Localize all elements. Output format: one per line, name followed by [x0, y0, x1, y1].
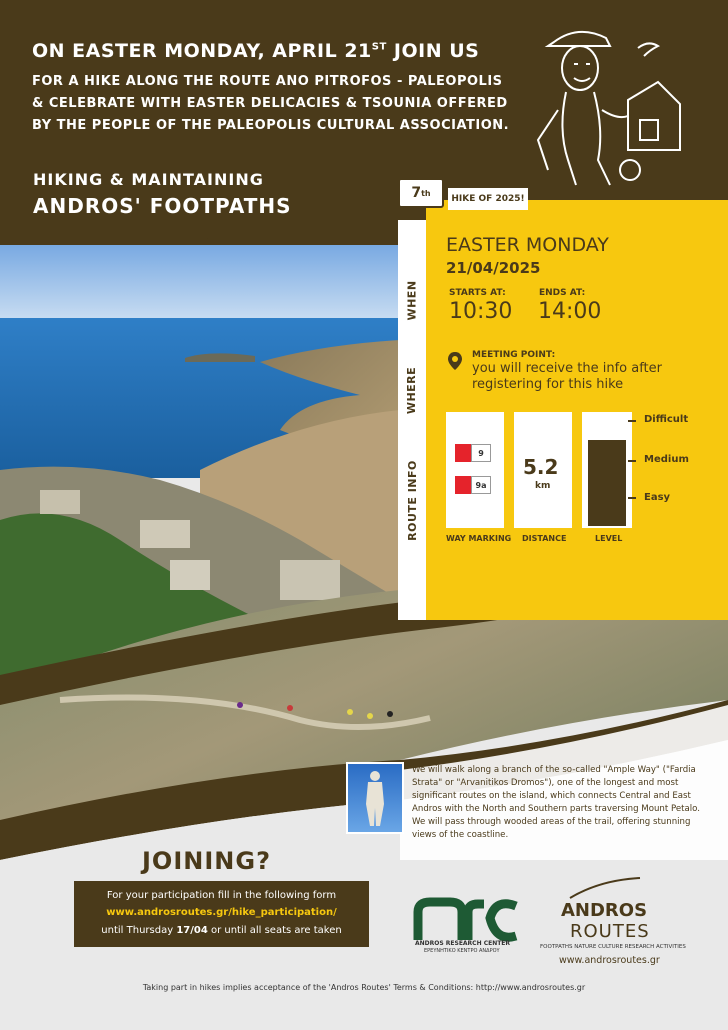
side-label-route-info: ROUTE INFO [405, 459, 419, 541]
level-tick [628, 497, 636, 499]
level-difficult-label: Difficult [644, 414, 689, 425]
end-time-value: 14:00 [538, 299, 602, 324]
headline: ON EASTER MONDAY, APRIL 21ST JOIN US [32, 40, 480, 62]
headline-line-3: & CELEBRATE WITH EASTER DELICACIES & TSOUNIA OFFERED [32, 96, 508, 111]
andros-routes-tagline: FOOTPATHS NATURE CULTURE RESEARCH ACTIVITIES [540, 944, 686, 950]
hiker-illustration [518, 20, 688, 195]
way-marking-caption: WAY MARKING [446, 534, 512, 543]
side-label-where: WHERE [405, 366, 419, 414]
distance-value: 5.2 [523, 455, 559, 479]
red-marker-icon [455, 476, 471, 494]
statue-thumbnail [346, 762, 404, 834]
participation-form-link[interactable]: www.androsroutes.gr/hike_participation/ [106, 907, 337, 918]
rock [140, 520, 190, 548]
terms-footer: Taking part in hikes implies acceptance of the 'Andros Routes' Terms & Conditions: http://www.androsroutes.gr [142, 983, 586, 992]
way-marking-card [446, 412, 504, 528]
distance-unit: km [535, 481, 551, 491]
red-marker-icon [455, 444, 471, 462]
way-marking-number: 9 [471, 444, 491, 462]
andros-routes-website-link[interactable]: www.androsroutes.gr [559, 955, 660, 966]
arc-logo-name: ANDROS RESEARCH CENTER [415, 940, 511, 947]
way-marking-sign-1 [455, 444, 491, 462]
level-tick [628, 420, 636, 422]
andros-routes-logo-line-2: ROUTES [570, 921, 650, 942]
hiking-title-line-2: ANDROS' FOOTPATHS [33, 194, 292, 218]
way-marking-sign-2 [455, 476, 491, 494]
end-time-label: ENDS AT: [539, 288, 586, 298]
rock [40, 490, 80, 514]
side-label-strip [398, 220, 426, 620]
difficulty-level-bar [588, 440, 626, 526]
start-time-value: 10:30 [449, 299, 513, 324]
level-medium-label: Medium [644, 454, 689, 465]
arc-logo-name-greek: ΕΡΕΥΝΗΤΙΚΟ ΚΕΝΤΡΟ ΑΝΔΡΟΥ [424, 948, 500, 954]
location-pin-icon [448, 352, 462, 370]
event-date: 21/04/2025 [446, 259, 541, 277]
level-caption: LEVEL [595, 534, 623, 543]
hike-of-year-badge: HIKE OF 2025! [448, 188, 528, 210]
side-label-when: WHEN [405, 279, 419, 321]
andros-routes-logo-line-1: ANDROS [561, 900, 648, 921]
headline-line-4: BY THE PEOPLE OF THE PALEOPOLIS CULTURAL ASSOCIATION. [32, 118, 510, 133]
meeting-point-label: MEETING POINT: [472, 350, 556, 360]
meeting-point-value: you will receive the info after registering for this hike [472, 361, 662, 392]
rock [280, 560, 340, 600]
hike-number-badge: 7 th [398, 178, 444, 208]
rock [170, 560, 210, 590]
statue-icon [348, 764, 402, 832]
event-title: EASTER MONDAY [446, 234, 609, 256]
start-time-label: STARTS AT: [449, 288, 506, 298]
headline-line-2: FOR A HIKE ALONG THE ROUTE ANO PITROFOS - PALEOPOLIS [32, 74, 503, 89]
route-description: We will walk along a branch of the so-called "Ample Way" ("Fardia Strata" or "Arvanitikos Dromos"), one of the longest and most significant routes on the island, which connects Central and East Andros with the North and Southern parts traversing Mount Petalo. We will pass through wooded areas of the trail, offering stunning views of the coastline. [412, 765, 700, 840]
level-tick [628, 460, 636, 462]
joining-deadline: until Thursday 17/04 or until all seats are taken [101, 925, 342, 936]
distance-caption: DISTANCE [522, 534, 567, 543]
way-marking-number: 9a [471, 476, 491, 494]
joining-instruction: For your participation fill in the following form [106, 890, 337, 901]
level-easy-label: Easy [644, 492, 671, 503]
hiking-title-line-1: HIKING & MAINTAINING [33, 170, 264, 189]
joining-title: JOINING? [142, 847, 271, 875]
